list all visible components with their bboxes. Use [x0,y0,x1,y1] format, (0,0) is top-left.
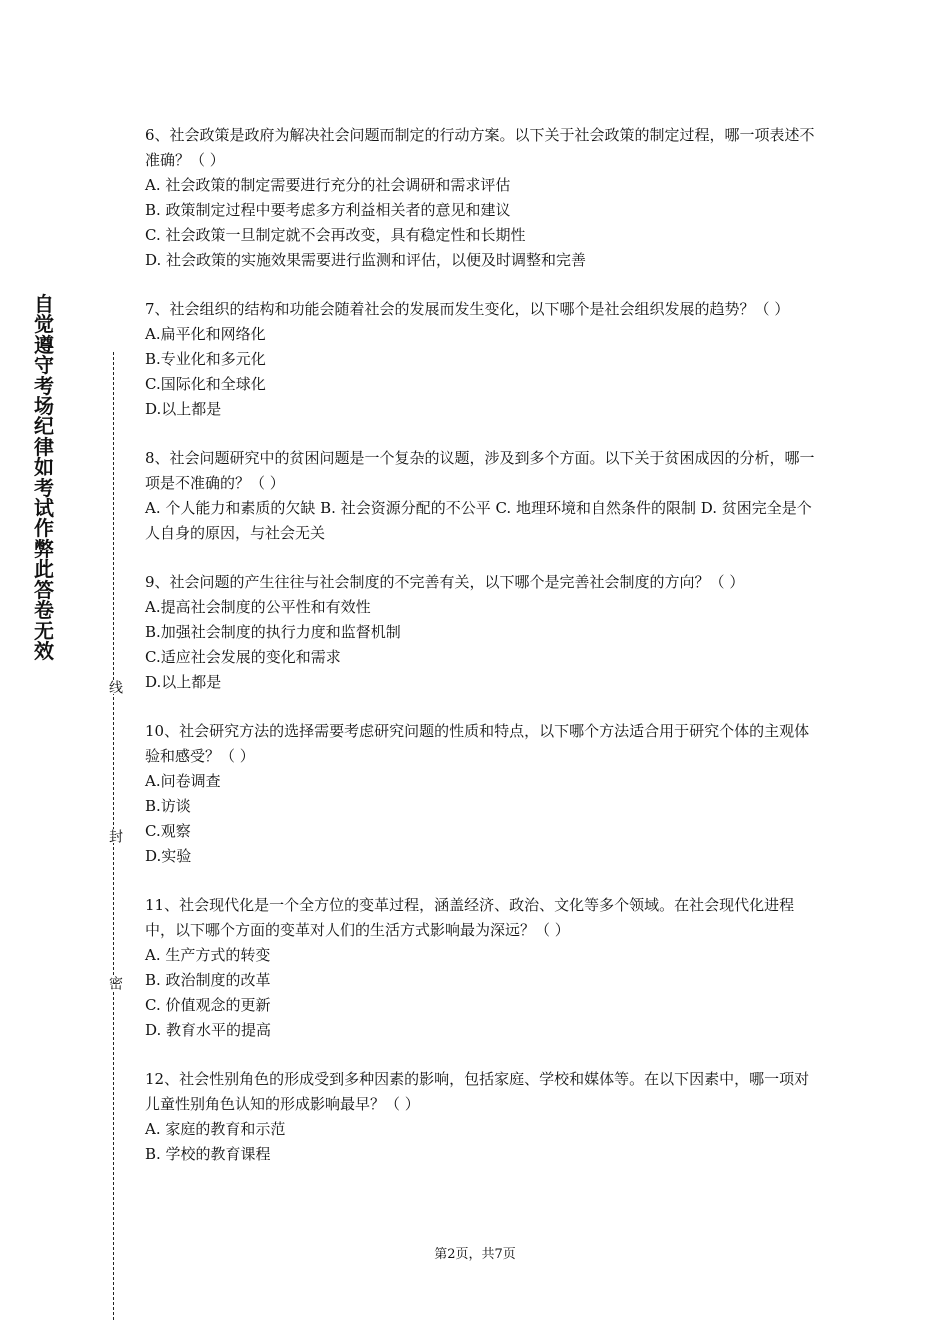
question-text: 9、社会问题的产生往往与社会制度的不完善有关，以下哪个是完善社会制度的方向？（ ） [145,573,745,591]
question-text: 12、社会性别角色的形成受到多种因素的影响，包括家庭、学校和媒体等。在以下因素中，哪一项对儿童性别角色认知的形成影响最早？（ ） [145,1070,810,1113]
option-b: B.加强社会制度的执行力度和监督机制 [145,623,401,641]
inline-options: A. 个人能力和素质的欠缺 B. 社会资源分配的不公平 C. 地理环境和自然条件的限制 D. 贫困完全是个人自身的原因，与社会无关 [145,499,812,542]
option-c: C. 社会政策一旦制定就不会再改变，具有稳定性和长期性 [145,226,526,244]
option-a: A. 社会政策的制定需要进行充分的社会调研和需求评估 [145,176,511,194]
option-a: A.提高社会制度的公平性和有效性 [145,598,371,616]
question-list [145,123,817,1191]
question-6 [145,123,817,273]
option-b: B.访谈 [145,797,191,815]
option-a: A. 家庭的教育和示范 [145,1120,286,1138]
option-c: C.国际化和全球化 [145,375,266,393]
binding-label-seal: 封 [107,829,123,843]
question-text: 8、社会问题研究中的贫困问题是一个复杂的议题，涉及到多个方面。以下关于贫困成因的分析，哪一项是不准确的？（ ） [145,449,815,492]
question-9 [145,570,817,695]
option-d: D.以上都是 [145,400,222,418]
question-12 [145,1067,817,1167]
option-b: B. 政策制定过程中要考虑多方利益相关者的意见和建议 [145,201,511,219]
question-text: 7、社会组织的结构和功能会随着社会的发展而发生变化，以下哪个是社会组织发展的趋势？（ ） [145,300,790,318]
page-number: 第2页，共7页 [434,1247,516,1262]
question-text: 6、社会政策是政府为解决社会问题而制定的行动方案。以下关于社会政策的制定过程，哪一项表述不准确？（ ） [145,126,815,169]
question-7 [145,297,817,422]
option-a: A.问卷调查 [145,772,221,790]
option-a: A. 生产方式的转变 [145,946,271,964]
binding-label-line: 线 [107,680,123,694]
binding-label-secret: 密 [107,976,123,990]
option-c: C.观察 [145,822,191,840]
question-11 [145,893,817,1043]
option-b: B. 学校的教育课程 [145,1145,271,1163]
option-c: C. 价值观念的更新 [145,996,271,1014]
question-10 [145,719,817,869]
option-c: C.适应社会发展的变化和需求 [145,648,341,666]
question-text: 10、社会研究方法的选择需要考虑研究问题的性质和特点，以下哪个方法适合用于研究个体的主观体验和感受？（ ） [145,722,810,765]
option-b: B. 政治制度的改革 [145,971,271,989]
question-8 [145,446,817,546]
option-b: B.专业化和多元化 [145,350,266,368]
option-d: D. 社会政策的实施效果需要进行监测和评估，以便及时调整和完善 [145,251,587,269]
question-text: 11、社会现代化是一个全方位的变革过程，涵盖经济、政治、文化等多个领域。在社会现代化进程中，以下哪个方面的变革对人们的生活方式影响最为深远？（ ） [145,896,795,939]
exam-discipline-notice: 自觉遵守考场纪律如考试作弊此答卷无效 [34,292,54,663]
option-a: A.扁平化和网络化 [145,325,266,343]
option-d: D.以上都是 [145,673,222,691]
option-d: D.实验 [145,847,192,865]
option-d: D. 教育水平的提高 [145,1021,272,1039]
